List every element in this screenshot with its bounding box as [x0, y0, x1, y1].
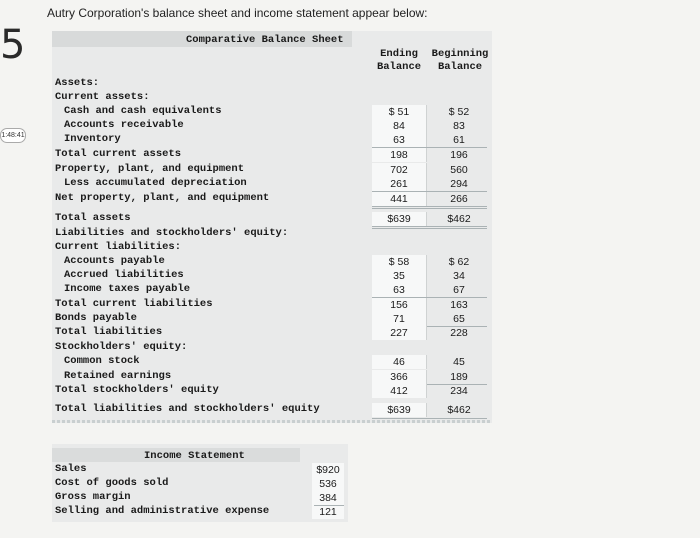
row-label: Accrued liabilities: [64, 269, 184, 281]
row-label: Total current liabilities: [55, 298, 213, 310]
row-label: Total stockholders' equity: [55, 384, 219, 396]
row-label: Stockholders' equity:: [55, 341, 188, 353]
ending-value: 227: [372, 326, 427, 340]
ending-value: 156: [372, 298, 427, 312]
instruction-text: Autry Corporation's balance sheet and income statement appear below:: [47, 6, 428, 20]
beginning-value: 189: [450, 371, 468, 383]
beginning-value: $ 62: [448, 256, 470, 268]
row-label: Assets:: [55, 77, 100, 89]
beginning-value: $462: [447, 404, 471, 416]
income-row-value: 384: [312, 491, 344, 505]
ending-value: $ 51: [372, 105, 427, 119]
ending-value: 198: [372, 148, 427, 162]
beginning-value: 196: [450, 149, 468, 161]
income-row-value: 536: [312, 477, 344, 491]
row-label: Accounts payable: [64, 255, 165, 267]
double-rule: [372, 228, 487, 229]
ending-value: 46: [372, 355, 427, 369]
row-label: Common stock: [64, 355, 140, 367]
beginning-value: $462: [447, 213, 471, 225]
income-statement-title: Income Statement: [144, 450, 245, 462]
ending-value: 71: [372, 312, 427, 326]
row-label: Cash and cash equivalents: [64, 105, 222, 117]
underline-rule: [372, 208, 487, 209]
ending-value: 366: [372, 370, 427, 384]
row-label: Retained earnings: [64, 370, 172, 382]
beginning-value: 65: [453, 313, 465, 325]
income-row-label: Sales: [55, 463, 87, 475]
income-row-label: Cost of goods sold: [55, 477, 169, 489]
underline-rule: [314, 505, 344, 506]
beginning-value: 83: [453, 120, 465, 132]
ending-value: 35: [372, 269, 427, 283]
beginning-balance-header: Beginning Balance: [431, 48, 489, 73]
beginning-value: 34: [453, 270, 465, 282]
income-row-value: 121: [312, 505, 344, 519]
question-number: 5: [0, 22, 26, 68]
row-label: Current assets:: [55, 91, 150, 103]
beginning-value: 228: [450, 327, 468, 339]
income-statement-table: [52, 444, 348, 522]
timer-badge: 1:48:41: [0, 128, 26, 143]
ending-value: 441: [372, 192, 427, 206]
beginning-value: 45: [453, 356, 465, 368]
ending-value: 63: [372, 283, 427, 297]
ending-value: $ 58: [372, 255, 427, 269]
ending-value: $639: [372, 403, 427, 417]
ending-value: $639: [372, 212, 427, 226]
row-label: Bonds payable: [55, 312, 137, 324]
row-label: Total current assets: [55, 148, 182, 160]
ending-value: 412: [372, 384, 427, 398]
row-label: Inventory: [64, 133, 121, 145]
beginning-value: 560: [450, 164, 468, 176]
beginning-value: 266: [450, 193, 468, 205]
beginning-value: 61: [453, 134, 465, 146]
row-label: Total assets: [55, 212, 131, 224]
ending-value: 84: [372, 119, 427, 133]
beginning-value: 67: [453, 284, 465, 296]
row-label: Liabilities and stockholders' equity:: [55, 227, 289, 239]
row-label: Total liabilities and stockholders' equity: [55, 403, 320, 415]
ending-value: 702: [372, 163, 427, 177]
income-row-label: Gross margin: [55, 491, 131, 503]
double-rule: [372, 418, 487, 419]
ending-value: 261: [372, 177, 427, 191]
beginning-value: 163: [450, 299, 468, 311]
beginning-value: $ 52: [448, 106, 470, 118]
double-rule: [372, 226, 487, 227]
row-label: Property, plant, and equipment: [55, 163, 245, 175]
sheet-bottom-border: [52, 420, 492, 423]
income-row-value: $920: [312, 463, 344, 477]
underline-rule: [372, 206, 487, 207]
ending-balance-header: Ending Balance: [376, 48, 422, 73]
income-row-label: Selling and administrative expense: [55, 505, 270, 517]
beginning-value: 234: [450, 385, 468, 397]
row-label: Net property, plant, and equipment: [55, 192, 270, 204]
row-label: Total liabilities: [55, 326, 163, 338]
ending-value: 63: [372, 133, 427, 147]
balance-sheet-table: [52, 31, 492, 423]
balance-sheet-title: Comparative Balance Sheet: [186, 34, 344, 46]
row-label: Income taxes payable: [64, 283, 191, 295]
row-label: Accounts receivable: [64, 119, 184, 131]
beginning-value: 294: [450, 178, 468, 190]
row-label: Less accumulated depreciation: [64, 177, 247, 189]
row-label: Current liabilities:: [55, 241, 182, 253]
